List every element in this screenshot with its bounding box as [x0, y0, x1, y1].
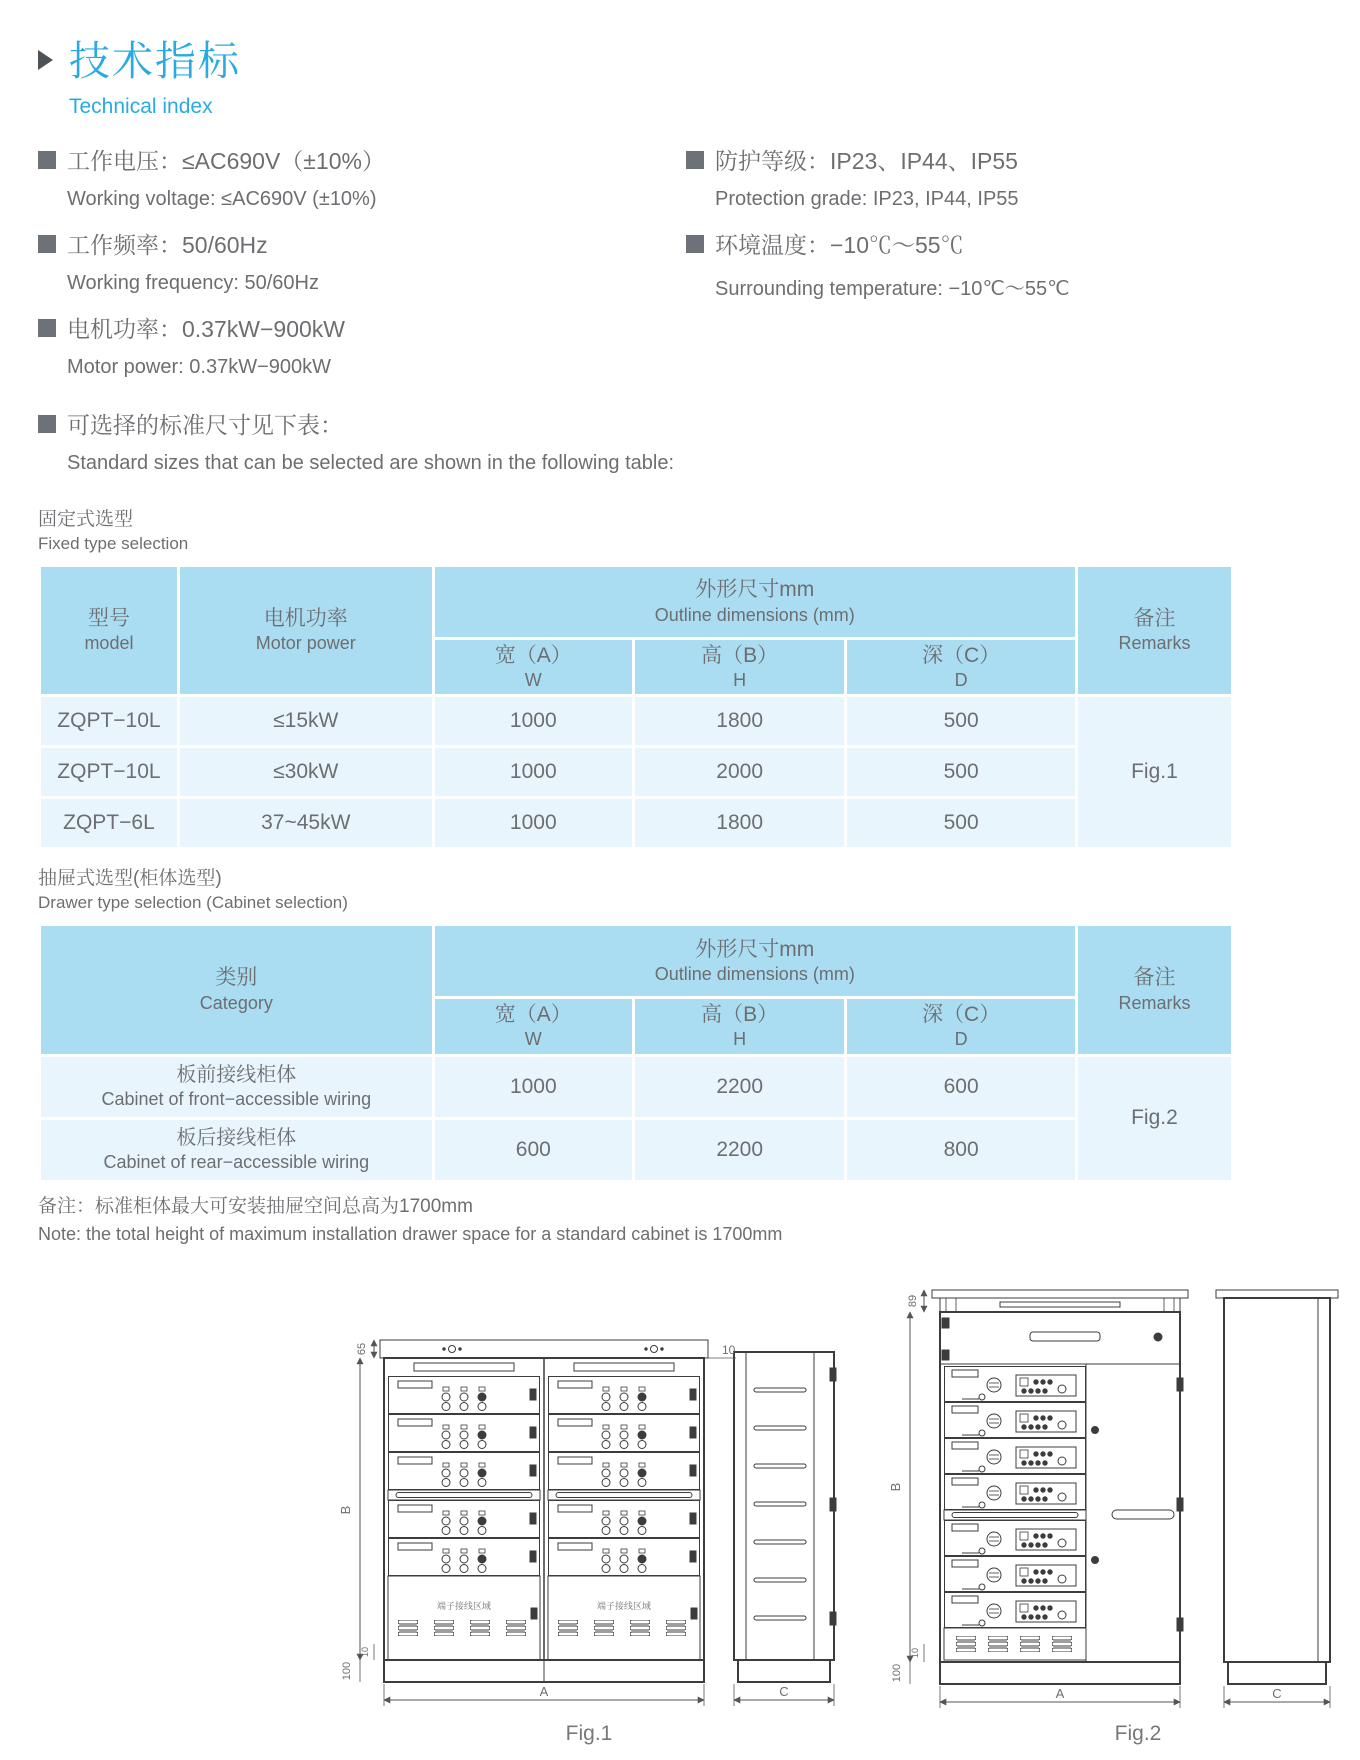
cell-width: 1000	[435, 748, 632, 796]
cell-width: 1000	[435, 799, 632, 847]
table-note-en: Note: the total height of maximum installation drawer space for a standard cabinet is 1700mm	[38, 1224, 783, 1245]
spec-cn-text: 电机功率：0.37kW−900kW	[67, 316, 345, 342]
col-header-category: 类别 Category	[41, 926, 432, 1054]
spec-item-protection	[686, 143, 1327, 211]
cell-power: 37~45kW	[180, 799, 432, 847]
spec-column-left	[38, 143, 686, 491]
cell-depth: 500	[847, 697, 1075, 745]
cell-width: 1000	[435, 1057, 632, 1117]
page-header	[38, 28, 1327, 87]
col-header-width: 宽（A） W	[435, 640, 632, 695]
spec-en-text: Standard sizes that can be selected are shown in the following table:	[67, 452, 675, 474]
square-bullet-icon	[38, 415, 56, 433]
spec-cn-text: 工作电压：≤AC690V（±10%）	[67, 148, 385, 174]
drawer-table-caption-en: Drawer type selection (Cabinet selection)	[38, 892, 348, 912]
fig1-dim-A: A	[539, 1684, 549, 1700]
fig2-dim-A: A	[1055, 1686, 1065, 1702]
fig1-terminal-area-label: 端子接线区域	[596, 1601, 652, 1612]
fig2-dim-C: C	[1272, 1686, 1282, 1702]
fig1-terminal-area-label: 端子接线区域	[436, 1601, 492, 1612]
spec-en-text: Protection grade: IP23, IP44, IP55	[715, 188, 1019, 210]
cell-depth: 600	[847, 1057, 1075, 1117]
fig2-dim-10-bottom: 10	[910, 1648, 920, 1659]
cell-category: 板后接线柜体 Cabinet of rear−accessible wiring	[41, 1120, 432, 1180]
col-header-height: 高（B） H	[635, 640, 844, 695]
fig2-drawing	[880, 1260, 1360, 1760]
fig2-side-view	[1216, 1290, 1338, 1684]
table-note-cn: 备注：标准柜体最大可安装抽屉空间总高为1700mm	[38, 1195, 473, 1217]
cell-category: 板前接线柜体 Cabinet of front−accessible wiring	[41, 1057, 432, 1117]
table-row	[41, 748, 1231, 796]
cell-power: ≤15kW	[180, 697, 432, 745]
fig1-drawing	[334, 1260, 874, 1760]
spec-en-text: Working frequency: 50/60Hz	[67, 272, 319, 294]
drawer-table-caption-cn: 抽屉式选型(柜体选型)	[38, 868, 222, 890]
fig1-dim-65: 65	[356, 1342, 368, 1356]
spec-item-temperature	[686, 227, 1327, 301]
spec-cn-text: 防护等级：IP23、IP44、IP55	[715, 148, 1018, 174]
col-header-outline-dimensions: 外形尺寸mm Outline dimensions (mm)	[435, 926, 1075, 996]
page-title-cn: 技术指标	[69, 38, 241, 84]
table-note	[38, 1193, 1327, 1249]
spec-cn-text: 可选择的标准尺寸见下表：	[67, 412, 343, 438]
cell-height: 2200	[635, 1057, 844, 1117]
spec-item-voltage	[38, 143, 686, 211]
fixed-table-caption-cn: 固定式选型	[38, 509, 134, 530]
square-bullet-icon	[38, 151, 56, 169]
spec-item-motor-power	[38, 311, 686, 379]
table-row	[41, 1120, 1231, 1180]
cell-model: ZQPT−10L	[41, 748, 177, 796]
col-header-outline-dimensions: 外形尺寸mm Outline dimensions (mm)	[435, 567, 1075, 637]
spec-cn-text: 环境温度：−10℃～55℃	[715, 232, 964, 258]
col-header-remarks: 备注 Remarks	[1078, 567, 1231, 695]
table-row	[41, 1057, 1231, 1117]
fixed-table-caption	[38, 507, 1327, 556]
spec-item-frequency	[38, 227, 686, 295]
spec-column-right	[686, 143, 1327, 491]
cell-model: ZQPT−6L	[41, 799, 177, 847]
cell-model: ZQPT−10L	[41, 697, 177, 745]
section-arrow-icon	[38, 50, 53, 70]
fig1-caption: Fig.1	[565, 1722, 613, 1746]
spec-cn-text: 工作频率：50/60Hz	[67, 232, 268, 258]
col-header-height: 高（B） H	[635, 999, 844, 1054]
fig2-dim-100: 100	[891, 1663, 903, 1683]
fig2-dim-B: B	[888, 1482, 903, 1492]
col-header-model: 型号 model	[41, 567, 177, 695]
fig1-dim-C: C	[779, 1684, 789, 1700]
fig2-front-view	[932, 1290, 1188, 1684]
spec-list	[38, 143, 1327, 491]
cell-width: 1000	[435, 697, 632, 745]
cell-height: 1800	[635, 697, 844, 745]
cell-remark: Fig.2	[1078, 1057, 1231, 1180]
cell-depth: 500	[847, 748, 1075, 796]
fixed-type-table	[38, 564, 1234, 851]
cell-height: 2200	[635, 1120, 844, 1180]
fixed-table-caption-en: Fixed type selection	[38, 533, 189, 553]
square-bullet-icon	[686, 151, 704, 169]
spec-en-text: Motor power: 0.37kW−900kW	[67, 356, 331, 378]
cell-depth: 800	[847, 1120, 1075, 1180]
fig1-front-view	[380, 1340, 708, 1682]
figures-row	[334, 1260, 1327, 1760]
col-header-motor-power: 电机功率 Motor power	[180, 567, 432, 695]
cell-power: ≤30kW	[180, 748, 432, 796]
drawer-type-table	[38, 923, 1234, 1183]
fig1-dim-10-top: 10	[722, 1343, 736, 1358]
cell-remark: Fig.1	[1078, 697, 1231, 847]
table-row	[41, 799, 1231, 847]
table-row	[41, 697, 1231, 745]
cell-depth: 500	[847, 799, 1075, 847]
cell-height: 1800	[635, 799, 844, 847]
col-header-remarks: 备注 Remarks	[1078, 926, 1231, 1054]
fig2-caption: Fig.2	[1114, 1722, 1162, 1746]
page-title-en: Technical index	[69, 95, 213, 118]
fig1-dim-B: B	[338, 1505, 353, 1515]
fig1-dim-100: 100	[341, 1661, 353, 1681]
square-bullet-icon	[38, 235, 56, 253]
spec-item-standard-sizes	[38, 407, 686, 475]
cell-height: 2000	[635, 748, 844, 796]
fig1-dim-10-bottom: 10	[360, 1647, 370, 1658]
square-bullet-icon	[686, 235, 704, 253]
spec-en-text: Surrounding temperature: −10℃～55℃	[715, 278, 1070, 300]
spec-en-text: Working voltage: ≤AC690V (±10%)	[67, 188, 377, 210]
fig2-dim-89: 89	[907, 1294, 919, 1308]
col-header-width: 宽（A） W	[435, 999, 632, 1054]
cell-width: 600	[435, 1120, 632, 1180]
fig1-side-view	[734, 1352, 836, 1682]
square-bullet-icon	[38, 319, 56, 337]
col-header-depth: 深（C） D	[847, 999, 1075, 1054]
col-header-depth: 深（C） D	[847, 640, 1075, 695]
drawer-table-caption	[38, 866, 1327, 915]
